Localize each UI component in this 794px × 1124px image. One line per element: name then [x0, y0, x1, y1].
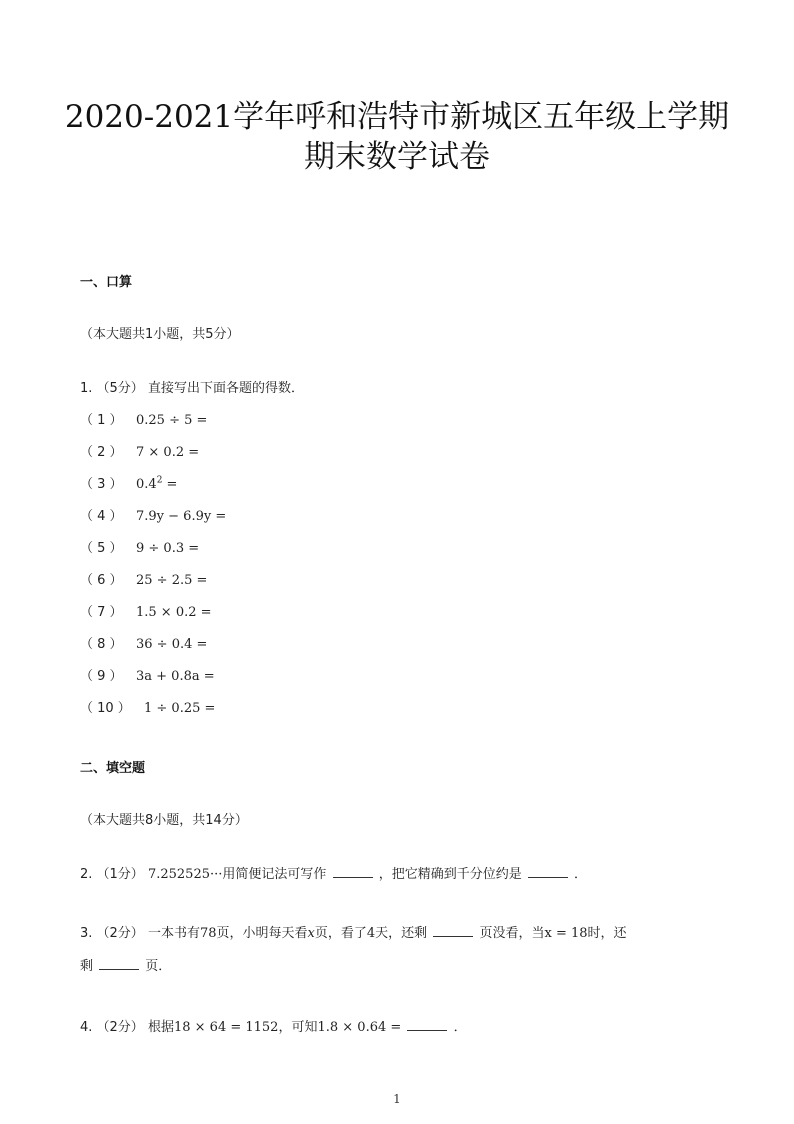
item-expression: 0.25 ÷ 5 = — [136, 413, 208, 428]
item-expression: 36 ÷ 0.4 = — [136, 637, 208, 652]
question-1-item — [80, 601, 212, 620]
question-text: 根据 — [147, 1020, 174, 1035]
question-4 — [80, 1016, 467, 1035]
question-1-item — [80, 697, 215, 716]
item-index: （ 10 ） — [80, 701, 131, 716]
item-expression: 7 × 0.2 = — [136, 445, 200, 460]
question-prefix: 2. （1分） — [80, 867, 144, 882]
item-index: （ 8 ） — [80, 637, 123, 652]
question-text: 页，看了 — [314, 926, 367, 941]
answer-blank[interactable] — [99, 958, 139, 970]
item-expression: 9 ÷ 0.3 = — [136, 541, 200, 556]
question-1-item — [80, 537, 199, 556]
answer-blank[interactable] — [407, 1019, 447, 1031]
item-index: （ 1 ） — [80, 413, 123, 428]
variable: x — [307, 926, 315, 941]
item-index: （ 6 ） — [80, 573, 123, 588]
number: 78 — [199, 926, 217, 941]
item-expression: 1.5 × 0.2 = — [136, 605, 212, 620]
question-text: 页没看，当 — [479, 926, 545, 941]
page-number: 1 — [393, 1092, 401, 1106]
target-expression: 1.8 × 0.64 = — [317, 1020, 402, 1035]
question-text: 剩 — [80, 959, 94, 974]
question-1-item — [80, 409, 207, 428]
question-1-item — [80, 505, 226, 524]
exam-title-line2: 期末数学试卷 — [304, 139, 490, 175]
item-index: （ 2 ） — [80, 445, 123, 460]
section-1-heading: 一、口算 — [80, 275, 133, 290]
question-3-line1 — [80, 922, 627, 941]
question-text: 页，小明每天看 — [216, 926, 308, 941]
question-2 — [80, 863, 587, 882]
question-text: 用简便记法可写作 — [222, 867, 327, 882]
question-text: 一本书有 — [147, 926, 200, 941]
item-index: （ 7 ） — [80, 605, 123, 620]
item-index: （ 3 ） — [80, 477, 123, 492]
question-1-item — [80, 441, 199, 460]
question-text: ，把它精确到千分位约是 — [378, 867, 522, 882]
question-text: 天，还剩 — [375, 926, 428, 941]
question-1-item — [80, 665, 215, 684]
question-end: ． — [453, 1020, 467, 1035]
number: 4 — [366, 926, 376, 941]
question-1-item — [80, 473, 177, 492]
expression-tail: = — [162, 477, 178, 492]
section-2-heading: 二、填空题 — [80, 761, 146, 776]
question-1-item — [80, 569, 207, 588]
condition: x = 18 — [544, 926, 588, 941]
item-index: （ 9 ） — [80, 669, 123, 684]
section-2-note: （本大题共8小题，共14分） — [80, 813, 248, 828]
exam-title-line1: 2020-2021学年呼和浩特市新城区五年级上学期 — [64, 99, 730, 135]
question-text: ，可知 — [278, 1020, 318, 1035]
power-base: 0.4 — [136, 477, 157, 492]
given-equation: 18 × 64 = 1152 — [173, 1020, 279, 1035]
question-3-line2 — [80, 955, 171, 974]
item-expression: 25 ÷ 2.5 = — [136, 573, 208, 588]
answer-blank[interactable] — [528, 866, 568, 878]
item-expression: 7.9y − 6.9y = — [136, 509, 227, 524]
answer-blank[interactable] — [333, 866, 373, 878]
question-end: ． — [573, 867, 587, 882]
question-prefix: 4. （2分） — [80, 1020, 144, 1035]
power-exponent: 2 — [156, 475, 163, 486]
section-1-note: （本大题共1小题，共5分） — [80, 327, 240, 342]
question-text: 时，还 — [587, 926, 627, 941]
item-index: （ 5 ） — [80, 541, 123, 556]
question-1-item — [80, 633, 207, 652]
question-prefix: 3. （2分） — [80, 926, 144, 941]
repeating-decimal: 7.252525··· — [147, 867, 223, 882]
item-expression — [136, 477, 177, 492]
answer-blank[interactable] — [433, 925, 473, 937]
question-end: 页． — [145, 959, 172, 974]
question-1-stem: 1. （5分） 直接写出下面各题的得数． — [80, 381, 304, 396]
item-expression: 3a + 0.8a = — [136, 669, 215, 684]
item-index: （ 4 ） — [80, 509, 123, 524]
item-expression: 1 ÷ 0.25 = — [144, 701, 216, 716]
